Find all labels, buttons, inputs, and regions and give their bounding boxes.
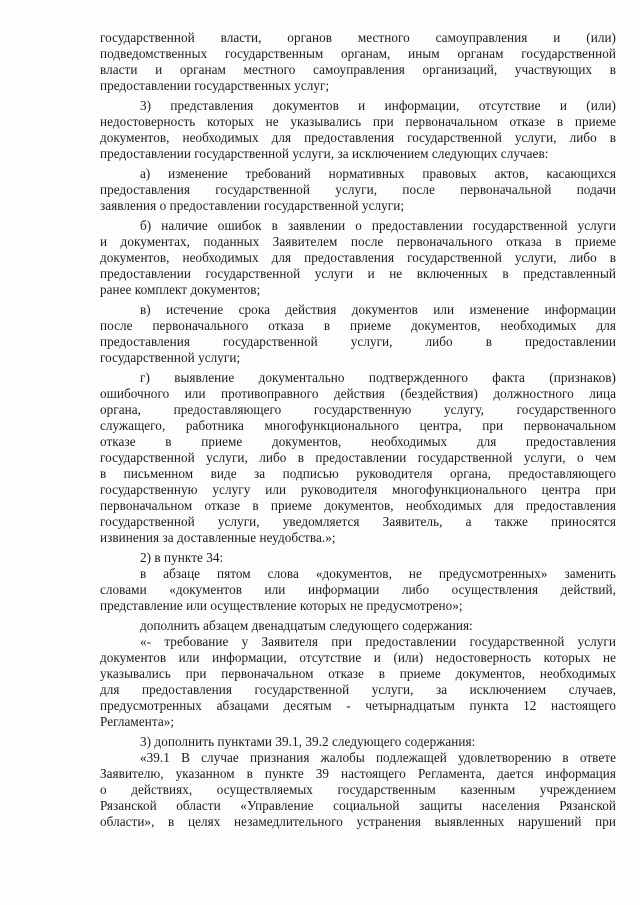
text-line: органа, предоставляющего государственную услугу, государственного [100, 402, 616, 417]
text-line: «39.1 В случае признания жалобы подлежащей удовлетворению в ответе [140, 750, 616, 765]
text-line: отказе в приеме документов, необходимых для предоставления [100, 434, 616, 449]
text-line: государственной власти, органов местного самоуправления и (или) [100, 30, 616, 45]
text-line: 3) представления документов и информации, отсутствие и (или) [140, 98, 616, 113]
text-line: после первоначального отказа в приеме документов, необходимых для [100, 318, 616, 333]
text-line: служащего, работника многофункционального центра, при первоначальном [100, 418, 616, 433]
text-line: а) изменение требований нормативных правовых актов, касающихся [140, 166, 616, 181]
text-line: власти и органам местного самоуправления организаций, участвующих в [100, 62, 616, 77]
text-line: дополнить абзацем двенадцатым следующего содержания: [140, 618, 473, 633]
text-line: ошибочного или противоправного действия (бездействия) должностного лица [100, 386, 616, 401]
text-line: в письменном виде за подписью руководителя органа, предоставляющего [100, 466, 616, 481]
text-line: 2) в пункте 34: [140, 550, 224, 565]
text-line: предоставления государственной услуги, после первоначальной подачи [100, 182, 616, 197]
text-line: документов или информации, отсутствие и (или) недостоверность которых не [100, 650, 616, 665]
text-line: «- требование у Заявителя при предоставлении государственной услуги [140, 634, 616, 649]
text-line: предоставления государственной услуги, либо в предоставлении [100, 334, 616, 349]
text-line: извинения за доставленные неудобства.»; [100, 530, 336, 545]
text-line: б) наличие ошибок в заявлении о предоставлении государственной услуги [140, 218, 616, 233]
text-line: Регламента»; [100, 714, 175, 729]
text-line: предоставлении государственной услуги, за исключением следующих случаев: [100, 146, 549, 161]
text-line: для предоставления государственной услуги, за исключением случаев, [100, 682, 616, 697]
text-line: государственную услугу или руководителя многофункционального центра при [100, 482, 616, 497]
text-line: государственной услуги, либо в предоставлении государственной услуги, о чем [100, 450, 616, 465]
text-line: Рязанской области «Управление социальной защиты населения Рязанской [100, 798, 616, 813]
text-line: предоставлении государственных услуг; [100, 78, 330, 93]
text-line: г) выявление документально подтвержденного факта (признаков) [140, 370, 616, 385]
text-line: представление или осуществление которых не предусмотрено»; [100, 598, 463, 613]
text-line: документов, необходимых для предоставления государственной услуги, либо в [100, 250, 616, 265]
text-line: в) истечение срока действия документов или изменение информации [140, 302, 616, 317]
text-line: области», в целях незамедлительного устранения выявленных нарушений при [100, 814, 616, 829]
text-line: документов, необходимых для предоставления государственной услуги, либо в [100, 130, 616, 145]
text-line: словами «документов или информации либо осуществления действий, [100, 582, 616, 597]
text-line: ранее комплект документов; [100, 282, 261, 297]
text-line: недостоверность которых не указывались при первоначальном отказе в приеме [100, 114, 616, 129]
text-line: заявления о предоставлении государственной услуги; [100, 198, 405, 213]
text-line: государственной услуги; [100, 350, 241, 365]
text-line: о действиях, осуществляемых государственным казенным учреждением [100, 782, 616, 797]
text-line: и документах, поданных Заявителем после первоначального отказа в приеме [100, 234, 616, 249]
text-line: первоначальном отказе в приеме документов, необходимых для предоставления [100, 498, 616, 513]
text-line: предусмотренных абзацами десятым - четырнадцатым пункта 12 настоящего [100, 698, 616, 713]
text-line: 3) дополнить пунктами 39.1, 39.2 следующего содержания: [140, 734, 476, 749]
text-line: государственной услуги, уведомляется Заявитель, а также приносятся [100, 514, 616, 529]
text-line: указывались при первоначальном отказе в приеме документов, необходимых [100, 666, 616, 681]
text-line: Заявителю, указанном в пункте 39 настоящего Регламента, дается информация [100, 766, 616, 781]
text-line: подведомственных государственным органам, иным органам государственной [100, 46, 616, 61]
text-line: предоставлении государственной услуги и не включенных в представленный [100, 266, 616, 281]
text-line: в абзаце пятом слова «документов, не предусмотренных» заменить [140, 566, 616, 581]
